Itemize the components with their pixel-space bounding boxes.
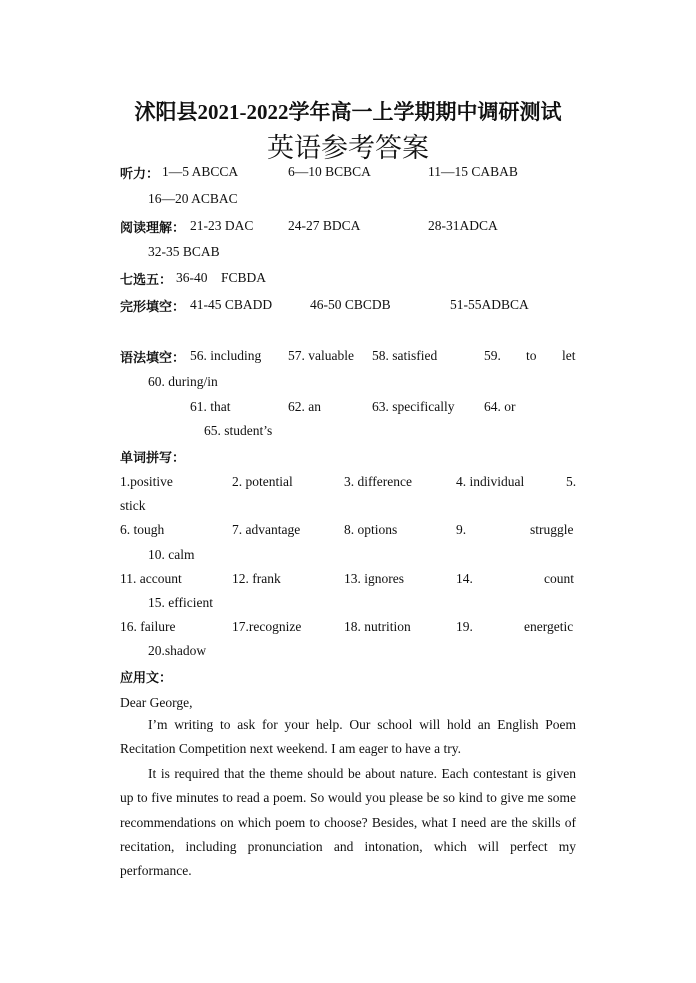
answer-item: 9. bbox=[456, 522, 467, 537]
section-label-spelling: 单词拼写： bbox=[120, 451, 186, 466]
answer-group: 36-40 FCBDA bbox=[176, 270, 267, 285]
answer-item: 63. specifically bbox=[372, 399, 455, 414]
answer-item: 4. individual bbox=[456, 474, 525, 489]
answer-item: 12. frank bbox=[232, 571, 281, 586]
answer-item: 56. including bbox=[190, 348, 262, 363]
answer-group: 16—20 ACBAC bbox=[148, 191, 238, 206]
answer-item: 13. ignores bbox=[344, 571, 404, 586]
answer-group: 21-23 DAC bbox=[190, 218, 254, 233]
letter-paragraph: I’m writing to ask for your help. Our school will hold an English Poem Recitation Competition next weekend. I am eager to have a try. bbox=[120, 717, 576, 757]
answer-item: count bbox=[544, 571, 574, 586]
answer-item: 19. bbox=[456, 619, 473, 634]
answer-item: 64. or bbox=[484, 399, 516, 414]
answer-item: stick bbox=[120, 498, 146, 513]
section-label-listening: 听力： bbox=[120, 167, 160, 182]
page-title: 沭阳县2021-2022学年高一上学期期中调研测试 bbox=[134, 100, 562, 124]
answer-group: 41-45 CBADD bbox=[190, 297, 273, 312]
answer-item: 15. efficient bbox=[148, 595, 213, 610]
answer-group: 24-27 BDCA bbox=[288, 218, 361, 233]
answer-item: to bbox=[526, 348, 537, 363]
answer-item: let bbox=[562, 348, 576, 363]
section-label-seven-choose-five: 七选五： bbox=[120, 273, 173, 288]
answer-item: struggle bbox=[530, 522, 574, 537]
section-label-writing: 应用文： bbox=[120, 671, 173, 686]
answer-item: energetic bbox=[524, 619, 574, 634]
answer-item: 58. satisfied bbox=[372, 348, 438, 363]
section-label-grammar: 语法填空： bbox=[120, 351, 186, 366]
answer-group: 28-31ADCA bbox=[428, 218, 498, 233]
answer-item: 20.shadow bbox=[148, 643, 207, 658]
answer-item: 10. calm bbox=[148, 547, 195, 562]
answer-item: 60. during/in bbox=[148, 374, 218, 389]
answer-item: 65. student’s bbox=[204, 423, 273, 438]
answer-item: 6. tough bbox=[120, 522, 165, 537]
answer-item: 18. nutrition bbox=[344, 619, 411, 634]
answer-item: 1.positive bbox=[120, 474, 173, 489]
section-label-reading: 阅读理解： bbox=[120, 221, 186, 236]
letter-paragraph: It is required that the theme should be about nature. Each contestant is given up to five minutes to read a poem. So would you please be so kind to give me some recommendations on which poem to choose? Besides, what I need are the skills of recitation, including pronunciation and intonation, which will perfect my performance. bbox=[120, 766, 576, 879]
answer-item: 61. that bbox=[190, 399, 231, 414]
answer-item: 2. potential bbox=[232, 474, 293, 489]
answer-item: 8. options bbox=[344, 522, 398, 537]
answer-item: 3. difference bbox=[344, 474, 412, 489]
answer-item: 17.recognize bbox=[232, 619, 302, 634]
answer-item: 11. account bbox=[120, 571, 182, 586]
answer-group: 11—15 CABAB bbox=[428, 164, 518, 179]
answer-item: 16. failure bbox=[120, 619, 176, 634]
answer-item: 57. valuable bbox=[288, 348, 354, 363]
answer-item: 5. bbox=[566, 474, 577, 489]
page-subtitle: 英语参考答案 bbox=[267, 133, 429, 163]
answer-group: 1—5 ABCCA bbox=[162, 164, 239, 179]
answer-group: 46-50 CBCDB bbox=[310, 297, 391, 312]
answer-item: 62. an bbox=[288, 399, 321, 414]
section-label-cloze: 完形填空： bbox=[120, 300, 186, 315]
letter-salutation: Dear George, bbox=[120, 695, 193, 710]
answer-group: 51-55ADBCA bbox=[450, 297, 529, 312]
answer-item: 7. advantage bbox=[232, 522, 301, 537]
answer-group: 32-35 BCAB bbox=[148, 244, 220, 259]
answer-group: 6—10 BCBCA bbox=[288, 164, 371, 179]
answer-item: 14. bbox=[456, 571, 473, 586]
answer-item: 59. bbox=[484, 348, 501, 363]
